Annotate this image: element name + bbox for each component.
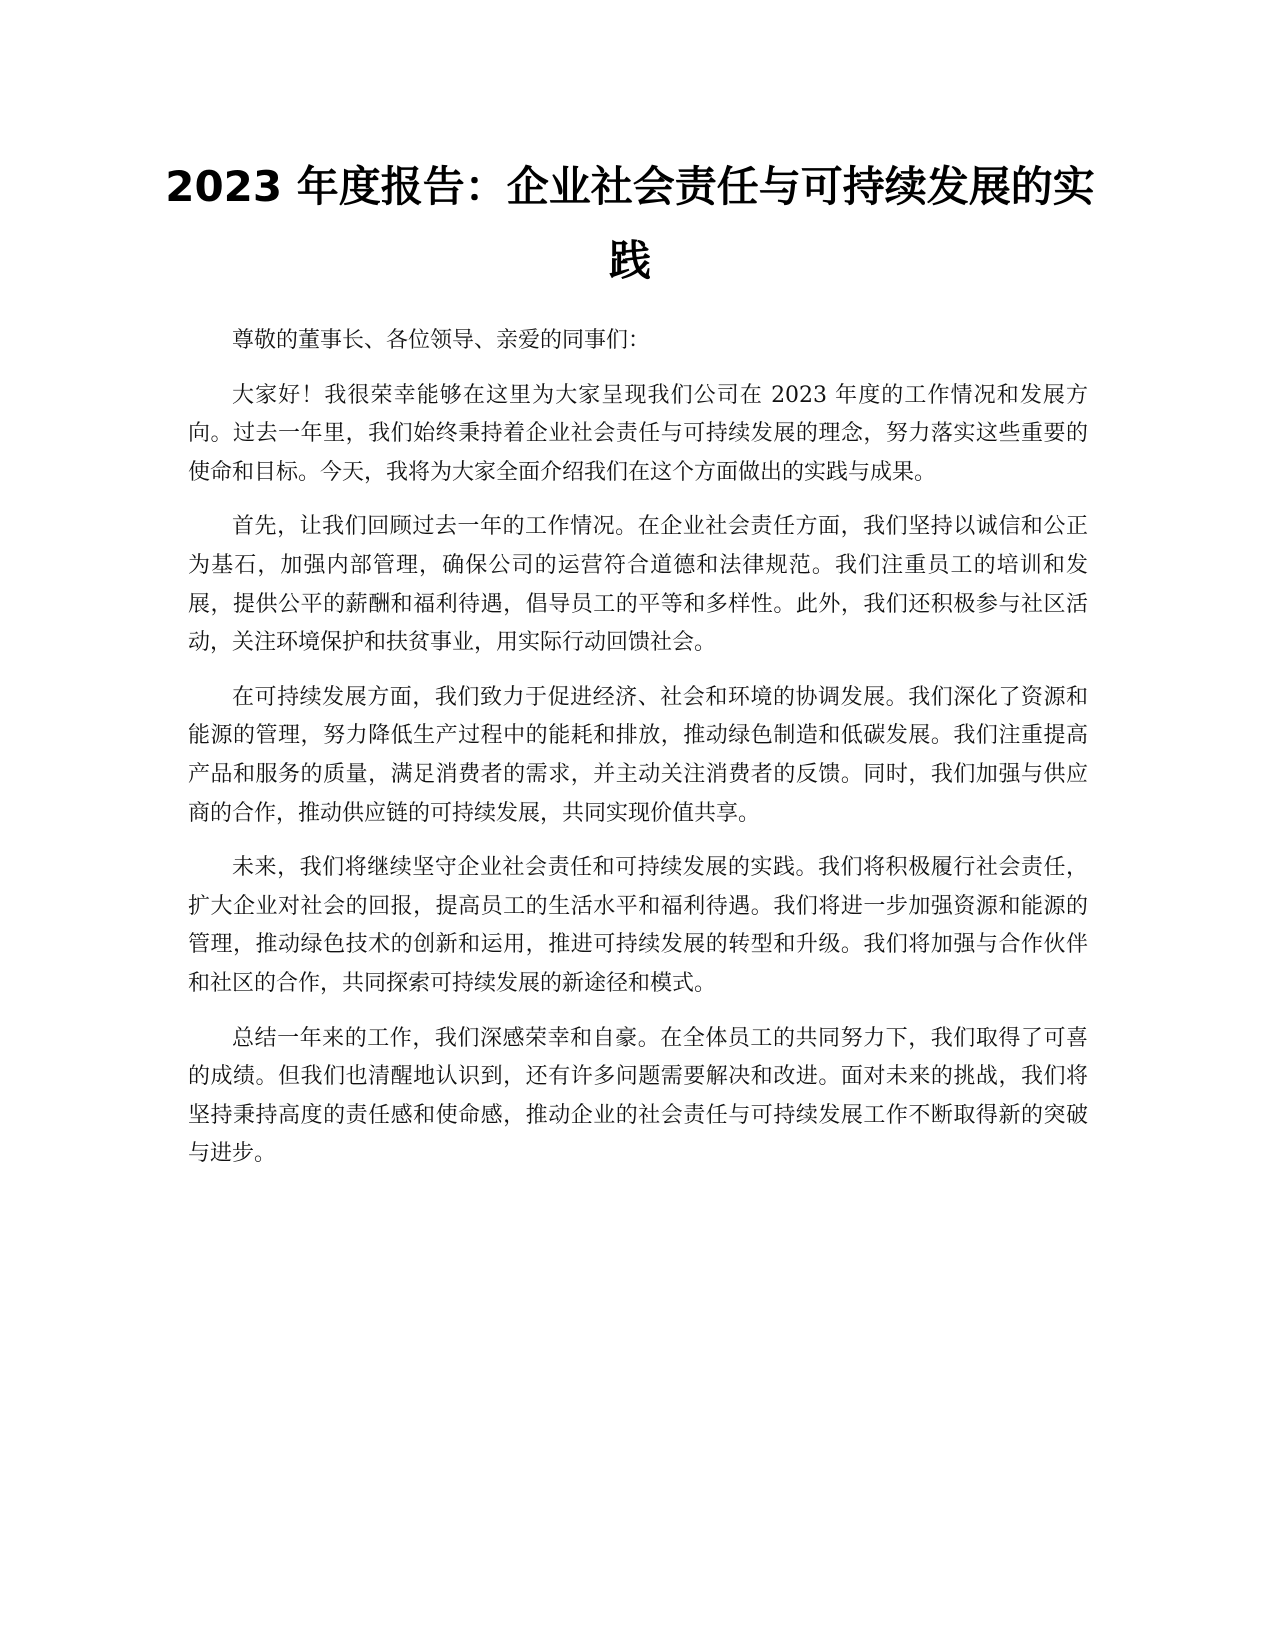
- salutation-paragraph: 尊敬的董事长、各位领导、亲爱的同事们：: [232, 328, 651, 353]
- document-title: 2023 年度报告：企业社会责任与可持续发展的实践: [165, 162, 1095, 285]
- body-paragraph: 未来，我们将继续坚守企业社会责任和可持续发展的实践。我们将积极履行社会责任，扩大企业对社会的回报，提高员工的生活水平和福利待遇。我们将进一步加强资源和能源的管理，推动绿色技术的创新和运用，推进可持续发展的转型和升级。我们将加强与合作伙伴和社区的合作，共同探索可持续发展的新途径和模式。: [188, 855, 1088, 996]
- body-paragraph: 首先，让我们回顾过去一年的工作情况。在企业社会责任方面，我们坚持以诚信和公正为基石，加强内部管理，确保公司的运营符合道德和法律规范。我们注重员工的培训和发展，提供公平的薪酬和福利待遇，倡导员工的平等和多样性。此外，我们还积极参与社区活动，关注环境保护和扶贫事业，用实际行动回馈社会。: [188, 514, 1088, 656]
- body-paragraph: 大家好！我很荣幸能够在这里为大家呈现我们公司在 2023 年度的工作情况和发展方向。过去一年里，我们始终秉持着企业社会责任与可持续发展的理念，努力落实这些重要的使命和目标。今天，我将为大家全面介绍我们在这个方面做出的实践与成果。: [188, 382, 1088, 485]
- body-paragraph: 在可持续发展方面，我们致力于促进经济、社会和环境的协调发展。我们深化了资源和能源的管理，努力降低生产过程中的能耗和排放，推动绿色制造和低碳发展。我们注重提高产品和服务的质量，满足消费者的需求，并主动关注消费者的反馈。同时，我们加强与供应商的合作，推动供应链的可持续发展，共同实现价值共享。: [188, 684, 1088, 826]
- document-body: [188, 322, 1088, 1190]
- body-paragraph: 总结一年来的工作，我们深感荣幸和自豪。在全体员工的共同努力下，我们取得了可喜的成绩。但我们也清醒地认识到，还有许多问题需要解决和改进。面对未来的挑战，我们将坚持秉持高度的责任感和使命感，推动企业的社会责任与可持续发展工作不断取得新的突破与进步。: [188, 1025, 1088, 1167]
